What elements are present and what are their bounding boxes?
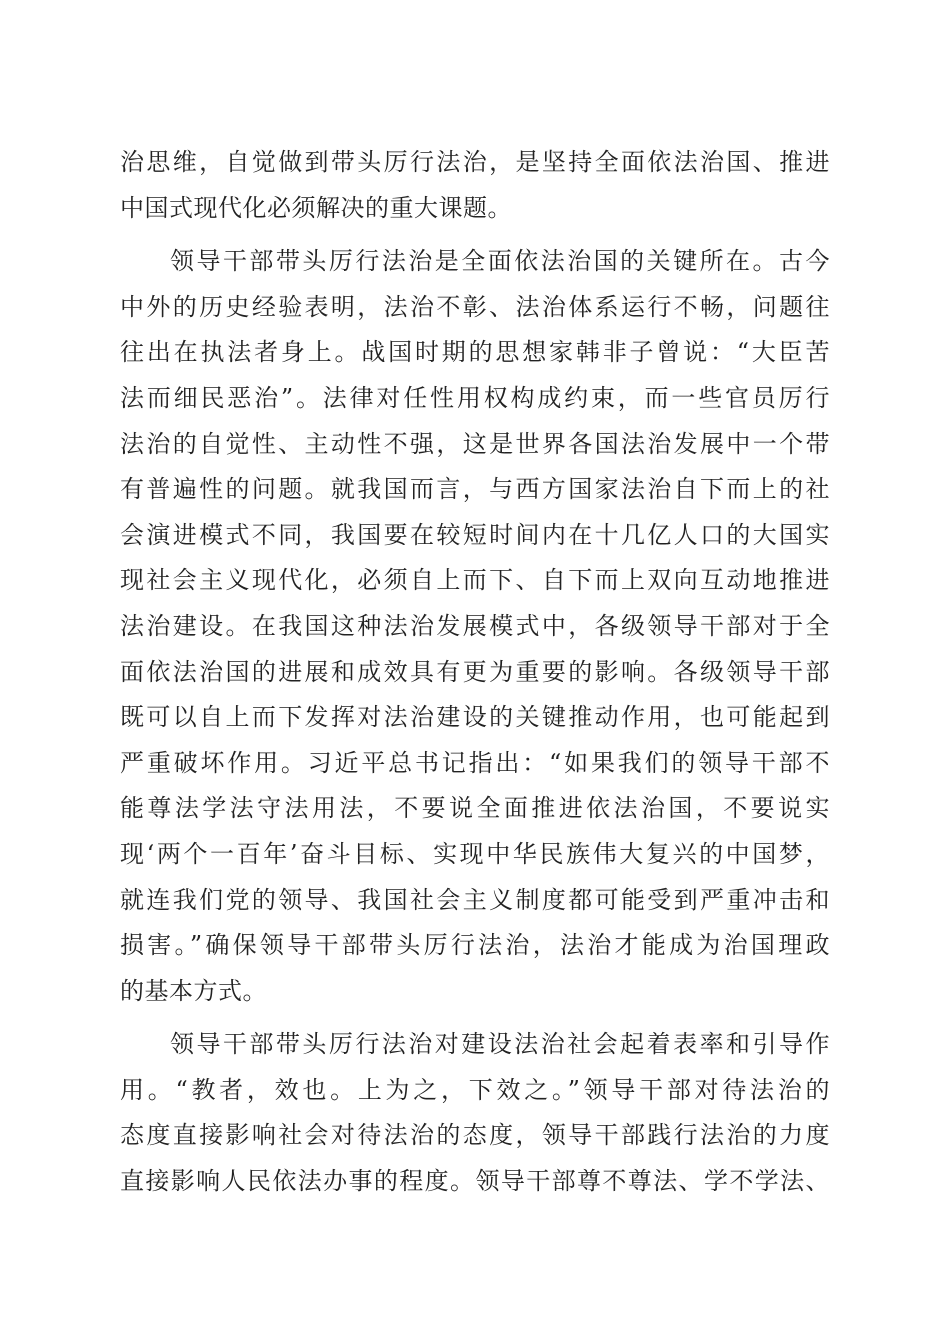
text-line: 就连我们党的领导、我国社会主义制度都可能受到严重冲击和 bbox=[120, 885, 830, 914]
text-line: 态度直接影响社会对待法治的态度，领导干部践行法治的力度 bbox=[120, 1121, 830, 1150]
text-line: 有普遍性的问题。就我国而言，与西方国家法治自下而上的社 bbox=[120, 475, 830, 504]
text-line: 用。“教者，效也。上为之，下效之。”领导干部对待法治的 bbox=[120, 1075, 830, 1104]
text-line: 法而细民恶治”。法律对任性用权构成约束，而一些官员厉行 bbox=[120, 383, 830, 412]
text-line: 中国式现代化必须解决的重大课题。 bbox=[120, 193, 512, 222]
text-line: 直接影响人民依法办事的程度。领导干部尊不尊法、学不学法、 bbox=[120, 1167, 830, 1196]
text-line: 现‘两个一百年’奋斗目标、实现中华民族伟大复兴的中国梦， bbox=[120, 839, 830, 868]
text-line: 中外的历史经验表明，法治不彰、法治体系运行不畅，问题往 bbox=[120, 292, 830, 321]
text-line: 领导干部带头厉行法治是全面依法治国的关键所在。古今 bbox=[170, 247, 830, 276]
text-line: 法治建设。在我国这种法治发展模式中，各级领导干部对于全 bbox=[120, 611, 830, 640]
text-line: 面依法治国的进展和成效具有更为重要的影响。各级领导干部 bbox=[120, 657, 830, 686]
text-line: 治思维，自觉做到带头厉行法治，是坚持全面依法治国、推进 bbox=[120, 148, 830, 176]
text-line: 法治的自觉性、主动性不强，这是世界各国法治发展中一个带 bbox=[120, 429, 830, 458]
text-line: 的基本方式。 bbox=[120, 976, 267, 1005]
text-line: 领导干部带头厉行法治对建设法治社会起着表率和引导作 bbox=[170, 1030, 830, 1059]
body-text bbox=[120, 140, 830, 1205]
text-line: 严重破坏作用。习近平总书记指出：“如果我们的领导干部不 bbox=[120, 748, 830, 777]
paragraph-2 bbox=[120, 239, 830, 1014]
paragraph-1 bbox=[120, 140, 830, 231]
text-line: 会演进模式不同，我国要在较短时间内在十几亿人口的大国实 bbox=[120, 520, 830, 549]
text-line: 能尊法学法守法用法，不要说全面推进依法治国，不要说实 bbox=[120, 794, 830, 823]
text-line: 往出在执法者身上。战国时期的思想家韩非子曾说：“大臣苦 bbox=[120, 338, 830, 367]
paragraph-3 bbox=[120, 1022, 830, 1204]
text-line: 既可以自上而下发挥对法治建设的关键推动作用，也可能起到 bbox=[120, 703, 830, 732]
text-line: 现社会主义现代化，必须自上而下、自下而上双向互动地推进 bbox=[120, 566, 830, 595]
text-line: 损害。”确保领导干部带头厉行法治，法治才能成为治国理政 bbox=[120, 931, 830, 960]
